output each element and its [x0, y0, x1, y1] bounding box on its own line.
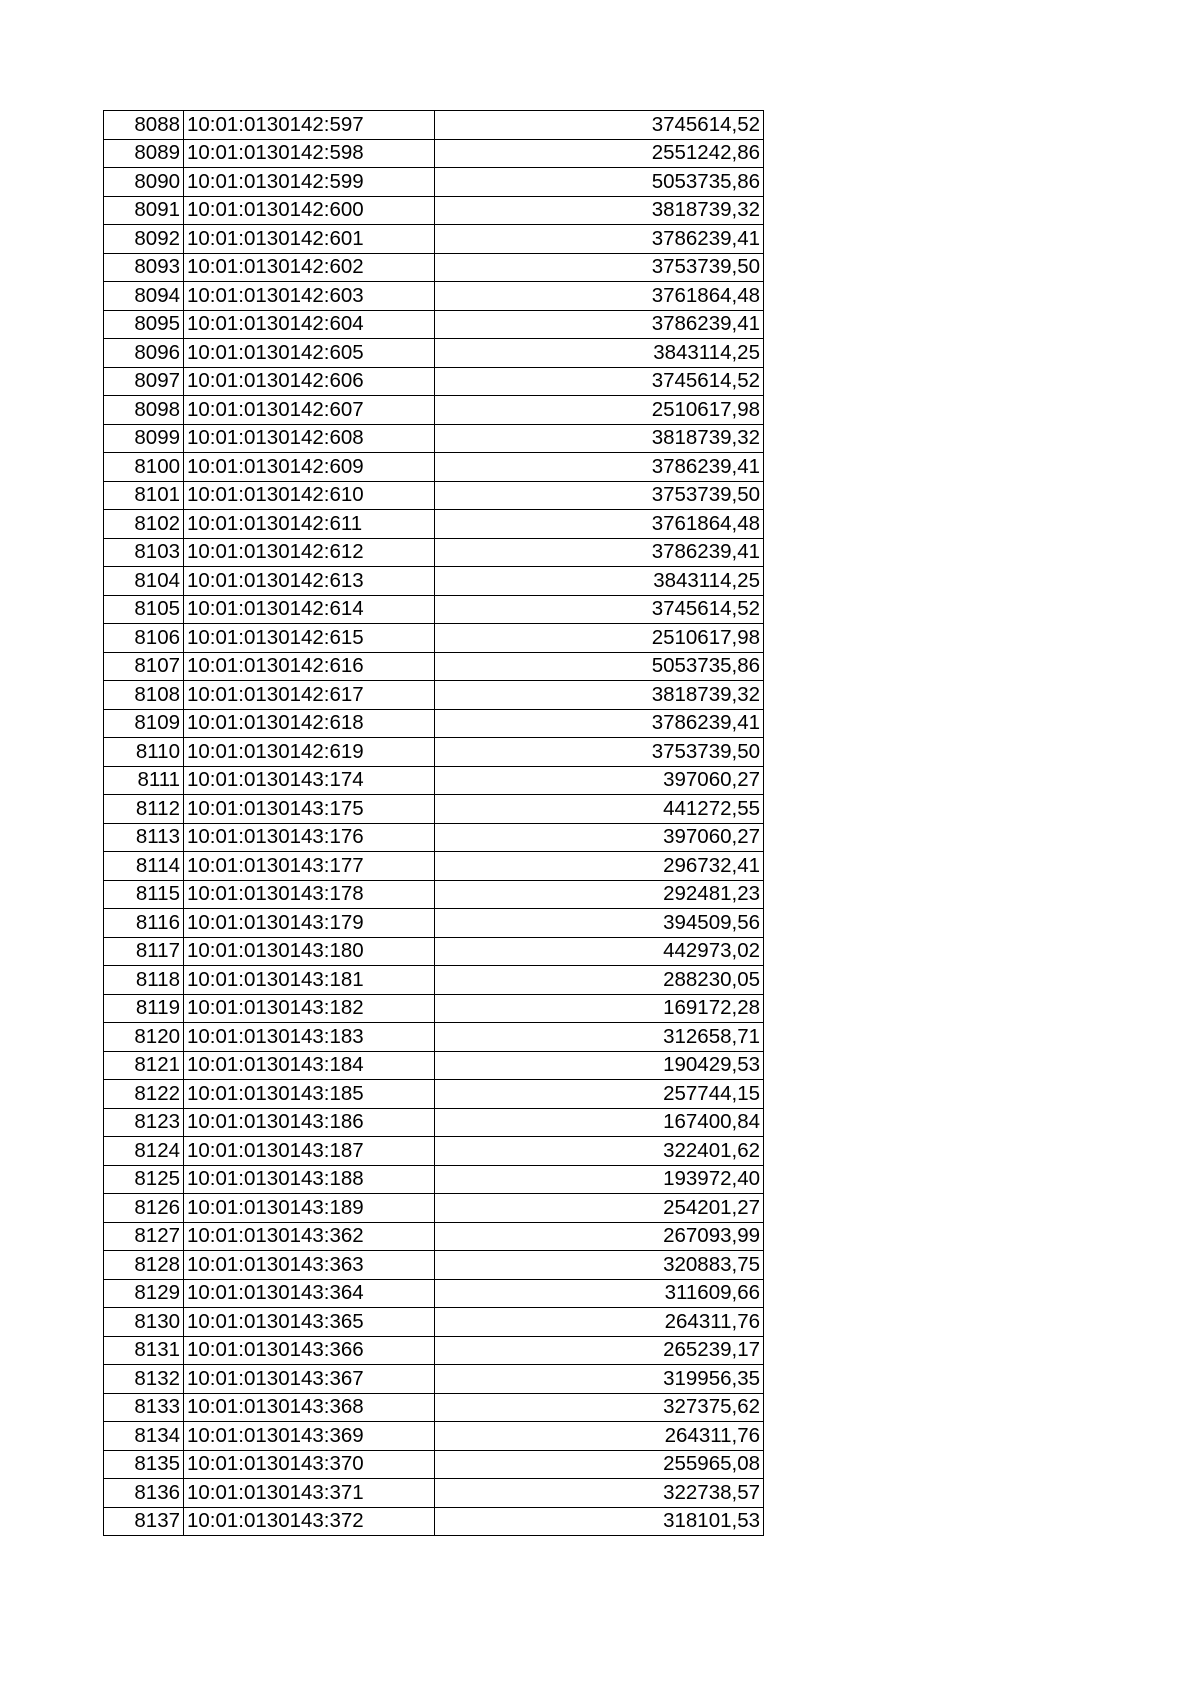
cadastral-number-cell: 10:01:0130143:174 — [184, 766, 435, 795]
value-cell: 3818739,32 — [435, 196, 764, 225]
value-cell: 3745614,52 — [435, 111, 764, 140]
value-cell: 312658,71 — [435, 1023, 764, 1052]
row-number-cell: 8117 — [104, 937, 184, 966]
value-cell: 264311,76 — [435, 1422, 764, 1451]
row-number-cell: 8111 — [104, 766, 184, 795]
cadastral-number-cell: 10:01:0130143:372 — [184, 1507, 435, 1536]
value-cell: 3786239,41 — [435, 310, 764, 339]
cadastral-number-cell: 10:01:0130142:599 — [184, 168, 435, 197]
table-row — [104, 424, 764, 453]
cadastral-number-cell: 10:01:0130142:619 — [184, 738, 435, 767]
row-number-cell: 8110 — [104, 738, 184, 767]
row-number-cell: 8102 — [104, 510, 184, 539]
value-cell: 2551242,86 — [435, 139, 764, 168]
value-cell: 3818739,32 — [435, 681, 764, 710]
row-number-cell: 8136 — [104, 1479, 184, 1508]
value-cell: 3753739,50 — [435, 738, 764, 767]
table-row — [104, 253, 764, 282]
table-row — [104, 538, 764, 567]
row-number-cell: 8113 — [104, 823, 184, 852]
value-cell: 265239,17 — [435, 1336, 764, 1365]
row-number-cell: 8126 — [104, 1194, 184, 1223]
cadastral-number-cell: 10:01:0130143:363 — [184, 1251, 435, 1280]
row-number-cell: 8127 — [104, 1222, 184, 1251]
cadastral-number-cell: 10:01:0130142:615 — [184, 624, 435, 653]
cadastral-number-cell: 10:01:0130143:188 — [184, 1165, 435, 1194]
value-cell: 319956,35 — [435, 1365, 764, 1394]
value-cell: 254201,27 — [435, 1194, 764, 1223]
value-cell: 167400,84 — [435, 1108, 764, 1137]
value-cell: 5053735,86 — [435, 652, 764, 681]
row-number-cell: 8125 — [104, 1165, 184, 1194]
value-cell: 327375,62 — [435, 1393, 764, 1422]
row-number-cell: 8114 — [104, 852, 184, 881]
table-body — [104, 111, 764, 1536]
table-row — [104, 1108, 764, 1137]
value-cell: 322738,57 — [435, 1479, 764, 1508]
row-number-cell: 8100 — [104, 453, 184, 482]
cadastral-number-cell: 10:01:0130143:366 — [184, 1336, 435, 1365]
row-number-cell: 8120 — [104, 1023, 184, 1052]
cadastral-number-cell: 10:01:0130143:178 — [184, 880, 435, 909]
value-cell: 311609,66 — [435, 1279, 764, 1308]
cadastral-number-cell: 10:01:0130143:180 — [184, 937, 435, 966]
table-row — [104, 1336, 764, 1365]
cadastral-number-cell: 10:01:0130143:365 — [184, 1308, 435, 1337]
cadastral-number-cell: 10:01:0130143:362 — [184, 1222, 435, 1251]
cadastral-number-cell: 10:01:0130142:603 — [184, 282, 435, 311]
cadastral-number-cell: 10:01:0130143:176 — [184, 823, 435, 852]
table-row — [104, 966, 764, 995]
table-row — [104, 1222, 764, 1251]
value-cell: 288230,05 — [435, 966, 764, 995]
table-row — [104, 1023, 764, 1052]
cadastral-number-cell: 10:01:0130143:186 — [184, 1108, 435, 1137]
value-cell: 397060,27 — [435, 766, 764, 795]
data-table — [103, 110, 764, 1536]
value-cell: 169172,28 — [435, 994, 764, 1023]
table-row — [104, 1251, 764, 1280]
row-number-cell: 8089 — [104, 139, 184, 168]
value-cell: 397060,27 — [435, 823, 764, 852]
row-number-cell: 8107 — [104, 652, 184, 681]
table-row — [104, 111, 764, 140]
table-row — [104, 937, 764, 966]
value-cell: 442973,02 — [435, 937, 764, 966]
cadastral-number-cell: 10:01:0130142:610 — [184, 481, 435, 510]
table-row — [104, 1194, 764, 1223]
cadastral-number-cell: 10:01:0130142:612 — [184, 538, 435, 567]
table-row — [104, 652, 764, 681]
table-row — [104, 1507, 764, 1536]
row-number-cell: 8128 — [104, 1251, 184, 1280]
value-cell: 2510617,98 — [435, 396, 764, 425]
value-cell: 3843114,25 — [435, 567, 764, 596]
row-number-cell: 8129 — [104, 1279, 184, 1308]
cadastral-number-cell: 10:01:0130143:181 — [184, 966, 435, 995]
value-cell: 322401,62 — [435, 1137, 764, 1166]
row-number-cell: 8088 — [104, 111, 184, 140]
row-number-cell: 8095 — [104, 310, 184, 339]
table-row — [104, 453, 764, 482]
value-cell: 3753739,50 — [435, 481, 764, 510]
row-number-cell: 8133 — [104, 1393, 184, 1422]
table-row — [104, 168, 764, 197]
cadastral-number-cell: 10:01:0130143:364 — [184, 1279, 435, 1308]
cadastral-number-cell: 10:01:0130142:606 — [184, 367, 435, 396]
row-number-cell: 8094 — [104, 282, 184, 311]
cadastral-number-cell: 10:01:0130143:370 — [184, 1450, 435, 1479]
value-cell: 267093,99 — [435, 1222, 764, 1251]
cadastral-number-cell: 10:01:0130143:177 — [184, 852, 435, 881]
table-row — [104, 823, 764, 852]
table-row — [104, 909, 764, 938]
table-row — [104, 766, 764, 795]
table-row — [104, 1051, 764, 1080]
table-row — [104, 510, 764, 539]
row-number-cell: 8098 — [104, 396, 184, 425]
row-number-cell: 8104 — [104, 567, 184, 596]
cadastral-number-cell: 10:01:0130142:597 — [184, 111, 435, 140]
table-row — [104, 1080, 764, 1109]
table-row — [104, 1308, 764, 1337]
value-cell: 264311,76 — [435, 1308, 764, 1337]
table-row — [104, 852, 764, 881]
value-cell: 193972,40 — [435, 1165, 764, 1194]
value-cell: 3786239,41 — [435, 709, 764, 738]
cadastral-number-cell: 10:01:0130142:602 — [184, 253, 435, 282]
value-cell: 255965,08 — [435, 1450, 764, 1479]
row-number-cell: 8112 — [104, 795, 184, 824]
value-cell: 257744,15 — [435, 1080, 764, 1109]
cadastral-number-cell: 10:01:0130143:368 — [184, 1393, 435, 1422]
cadastral-number-cell: 10:01:0130142:611 — [184, 510, 435, 539]
table-row — [104, 795, 764, 824]
cadastral-number-cell: 10:01:0130142:618 — [184, 709, 435, 738]
row-number-cell: 8096 — [104, 339, 184, 368]
row-number-cell: 8103 — [104, 538, 184, 567]
table-row — [104, 1422, 764, 1451]
cadastral-number-cell: 10:01:0130143:187 — [184, 1137, 435, 1166]
value-cell: 3786239,41 — [435, 225, 764, 254]
value-cell: 292481,23 — [435, 880, 764, 909]
row-number-cell: 8118 — [104, 966, 184, 995]
cadastral-number-cell: 10:01:0130143:184 — [184, 1051, 435, 1080]
table-row — [104, 709, 764, 738]
cadastral-number-cell: 10:01:0130142:604 — [184, 310, 435, 339]
row-number-cell: 8132 — [104, 1365, 184, 1394]
cadastral-number-cell: 10:01:0130143:179 — [184, 909, 435, 938]
row-number-cell: 8101 — [104, 481, 184, 510]
table-row — [104, 1279, 764, 1308]
cadastral-number-cell: 10:01:0130143:371 — [184, 1479, 435, 1508]
cadastral-number-cell: 10:01:0130143:185 — [184, 1080, 435, 1109]
cadastral-number-cell: 10:01:0130143:182 — [184, 994, 435, 1023]
table-row — [104, 880, 764, 909]
cadastral-number-cell: 10:01:0130143:367 — [184, 1365, 435, 1394]
table-row — [104, 624, 764, 653]
value-cell: 3745614,52 — [435, 367, 764, 396]
cadastral-number-cell: 10:01:0130142:617 — [184, 681, 435, 710]
row-number-cell: 8106 — [104, 624, 184, 653]
value-cell: 3786239,41 — [435, 538, 764, 567]
value-cell: 3753739,50 — [435, 253, 764, 282]
row-number-cell: 8135 — [104, 1450, 184, 1479]
row-number-cell: 8108 — [104, 681, 184, 710]
row-number-cell: 8130 — [104, 1308, 184, 1337]
value-cell: 190429,53 — [435, 1051, 764, 1080]
row-number-cell: 8124 — [104, 1137, 184, 1166]
cadastral-number-cell: 10:01:0130142:616 — [184, 652, 435, 681]
table-row — [104, 1365, 764, 1394]
row-number-cell: 8091 — [104, 196, 184, 225]
cadastral-number-cell: 10:01:0130142:613 — [184, 567, 435, 596]
table-row — [104, 1479, 764, 1508]
value-cell: 296732,41 — [435, 852, 764, 881]
table-row — [104, 196, 764, 225]
table-row — [104, 367, 764, 396]
table-row — [104, 396, 764, 425]
row-number-cell: 8090 — [104, 168, 184, 197]
value-cell: 320883,75 — [435, 1251, 764, 1280]
value-cell: 3818739,32 — [435, 424, 764, 453]
row-number-cell: 8092 — [104, 225, 184, 254]
row-number-cell: 8116 — [104, 909, 184, 938]
table-row — [104, 1450, 764, 1479]
row-number-cell: 8109 — [104, 709, 184, 738]
table-row — [104, 481, 764, 510]
cadastral-number-cell: 10:01:0130142:601 — [184, 225, 435, 254]
cadastral-number-cell: 10:01:0130143:175 — [184, 795, 435, 824]
row-number-cell: 8122 — [104, 1080, 184, 1109]
row-number-cell: 8131 — [104, 1336, 184, 1365]
value-cell: 441272,55 — [435, 795, 764, 824]
table-row — [104, 339, 764, 368]
cadastral-number-cell: 10:01:0130142:609 — [184, 453, 435, 482]
row-number-cell: 8099 — [104, 424, 184, 453]
value-cell: 2510617,98 — [435, 624, 764, 653]
value-cell: 5053735,86 — [435, 168, 764, 197]
table-row — [104, 139, 764, 168]
cadastral-number-cell: 10:01:0130142:608 — [184, 424, 435, 453]
value-cell: 394509,56 — [435, 909, 764, 938]
table-row — [104, 282, 764, 311]
row-number-cell: 8123 — [104, 1108, 184, 1137]
value-cell: 3843114,25 — [435, 339, 764, 368]
cadastral-number-cell: 10:01:0130143:369 — [184, 1422, 435, 1451]
row-number-cell: 8105 — [104, 595, 184, 624]
row-number-cell: 8115 — [104, 880, 184, 909]
cadastral-number-cell: 10:01:0130143:189 — [184, 1194, 435, 1223]
cadastral-number-cell: 10:01:0130142:605 — [184, 339, 435, 368]
cadastral-number-cell: 10:01:0130143:183 — [184, 1023, 435, 1052]
table-row — [104, 567, 764, 596]
cadastral-number-cell: 10:01:0130142:614 — [184, 595, 435, 624]
value-cell: 318101,53 — [435, 1507, 764, 1536]
value-cell: 3786239,41 — [435, 453, 764, 482]
row-number-cell: 8121 — [104, 1051, 184, 1080]
row-number-cell: 8119 — [104, 994, 184, 1023]
table-row — [104, 1137, 764, 1166]
table-row — [104, 994, 764, 1023]
cadastral-number-cell: 10:01:0130142:598 — [184, 139, 435, 168]
cadastral-number-cell: 10:01:0130142:607 — [184, 396, 435, 425]
cadastral-number-cell: 10:01:0130142:600 — [184, 196, 435, 225]
table-row — [104, 681, 764, 710]
value-cell: 3745614,52 — [435, 595, 764, 624]
table-row — [104, 595, 764, 624]
value-cell: 3761864,48 — [435, 510, 764, 539]
table-row — [104, 738, 764, 767]
table-row — [104, 310, 764, 339]
value-cell: 3761864,48 — [435, 282, 764, 311]
table-row — [104, 225, 764, 254]
row-number-cell: 8137 — [104, 1507, 184, 1536]
table-row — [104, 1393, 764, 1422]
row-number-cell: 8134 — [104, 1422, 184, 1451]
table-row — [104, 1165, 764, 1194]
row-number-cell: 8093 — [104, 253, 184, 282]
row-number-cell: 8097 — [104, 367, 184, 396]
